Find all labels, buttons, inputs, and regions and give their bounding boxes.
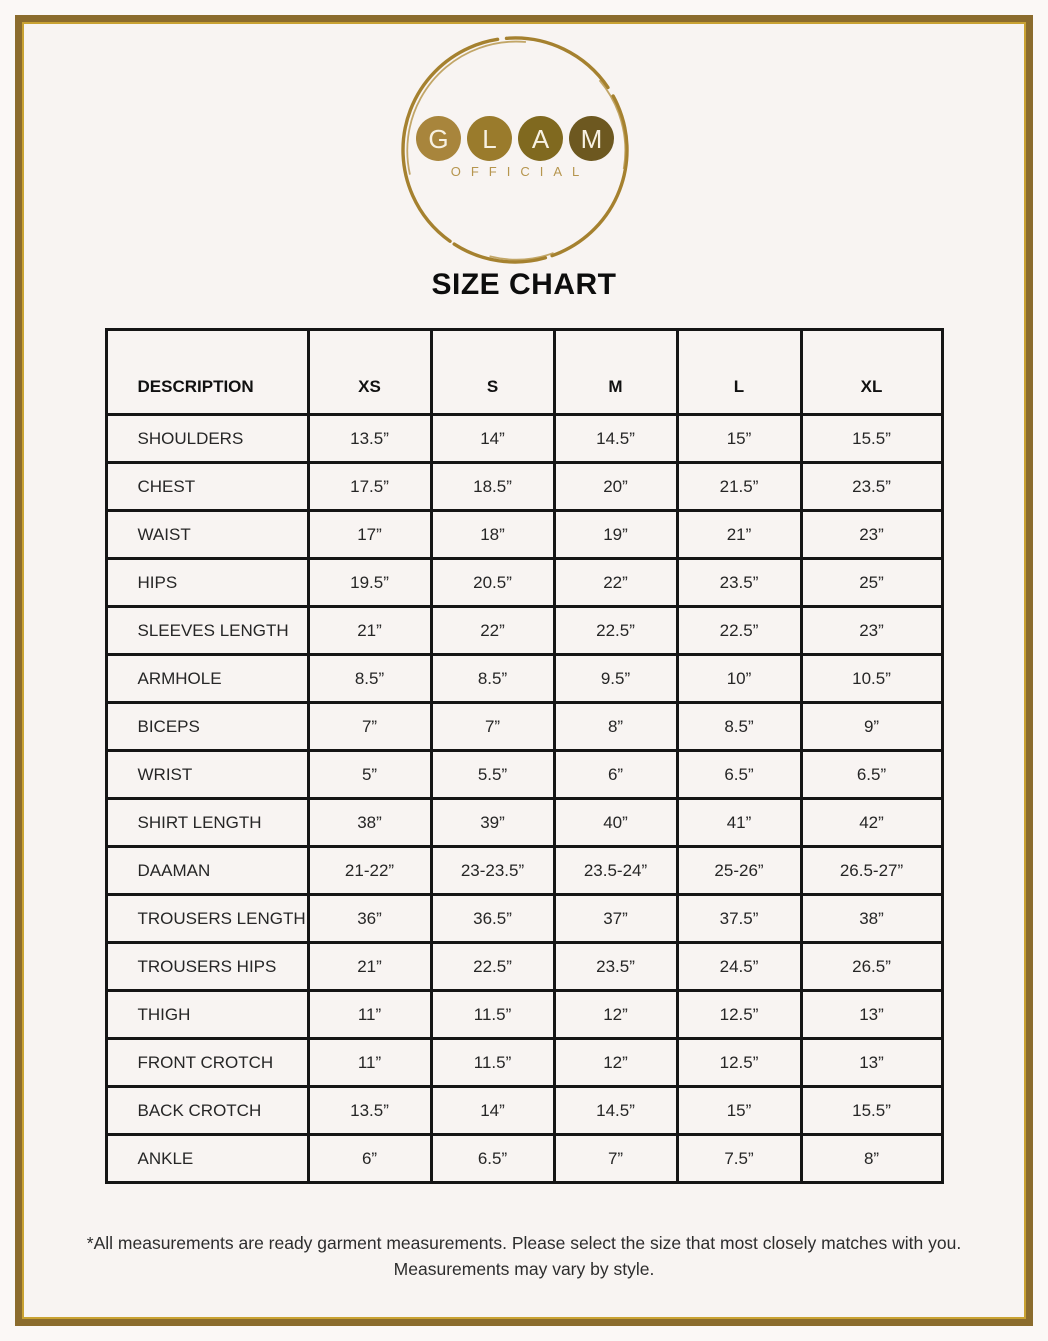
footer-note [22,1230,1026,1282]
size-table [105,328,944,1184]
measurement-cell: 15.5” [801,1087,942,1135]
measurement-cell: 38” [308,799,431,847]
measurement-cell: 22.5” [554,607,677,655]
measurement-cell: 8” [801,1135,942,1183]
column-header-description: DESCRIPTION [106,330,308,415]
measurement-cell: 23.5” [554,943,677,991]
logo-letter-m: M [580,123,603,154]
measurement-cell: 15” [677,415,801,463]
table-row [106,1087,942,1135]
logo-letter-l: L [482,123,497,154]
measurement-cell: 8.5” [431,655,554,703]
table-row [106,463,942,511]
table-row [106,1135,942,1183]
table-row [106,703,942,751]
table-row [106,943,942,991]
measurement-cell: 26.5-27” [801,847,942,895]
size-table-body [106,415,942,1183]
measurement-cell: 12.5” [677,991,801,1039]
table-row [106,511,942,559]
logo-letter-circle-a [518,116,563,161]
measurement-cell: 11.5” [431,1039,554,1087]
table-row [106,1039,942,1087]
row-label: TROUSERS LENGTH [106,895,308,943]
logo-letter-circle-g [416,116,461,161]
footer-note-line1: *All measurements are ready garment measurements. Please select the size that most closely matches with you. [86,1233,962,1253]
measurement-cell: 19” [554,511,677,559]
table-row [106,751,942,799]
measurement-cell: 14” [431,415,554,463]
page-title: SIZE CHART [431,268,617,301]
measurement-cell: 23.5” [801,463,942,511]
measurement-cell: 41” [677,799,801,847]
measurement-cell: 21” [308,943,431,991]
table-row [106,559,942,607]
measurement-cell: 23-23.5” [431,847,554,895]
row-label: TROUSERS HIPS [106,943,308,991]
measurement-cell: 38” [801,895,942,943]
measurement-cell: 22” [431,607,554,655]
row-label: WAIST [106,511,308,559]
row-label: SHOULDERS [106,415,308,463]
measurement-cell: 10.5” [801,655,942,703]
measurement-cell: 40” [554,799,677,847]
measurement-cell: 22” [554,559,677,607]
measurement-cell: 8” [554,703,677,751]
measurement-cell: 7” [554,1135,677,1183]
measurement-cell: 12” [554,991,677,1039]
measurement-cell: 36” [308,895,431,943]
measurement-cell: 37” [554,895,677,943]
measurement-cell: 21-22” [308,847,431,895]
table-row [106,655,942,703]
logo-letter-circle-l [467,116,512,161]
measurement-cell: 6” [554,751,677,799]
measurement-cell: 11.5” [431,991,554,1039]
measurement-cell: 18.5” [431,463,554,511]
measurement-cell: 21” [677,511,801,559]
row-label: BACK CROTCH [106,1087,308,1135]
measurement-cell: 22.5” [677,607,801,655]
measurement-cell: 23.5” [677,559,801,607]
measurement-cell: 18” [431,511,554,559]
measurement-cell: 15.5” [801,415,942,463]
measurement-cell: 42” [801,799,942,847]
measurement-cell: 23” [801,607,942,655]
measurement-cell: 21.5” [677,463,801,511]
measurement-cell: 8.5” [308,655,431,703]
measurement-cell: 22.5” [431,943,554,991]
measurement-cell: 25” [801,559,942,607]
measurement-cell: 17.5” [308,463,431,511]
row-label: BICEPS [106,703,308,751]
measurement-cell: 20” [554,463,677,511]
measurement-cell: 6.5” [431,1135,554,1183]
decorative-frame [15,15,1033,1326]
measurement-cell: 9” [801,703,942,751]
column-header-size: XS [308,330,431,415]
measurement-cell: 8.5” [677,703,801,751]
measurement-cell: 19.5” [308,559,431,607]
measurement-cell: 25-26” [677,847,801,895]
column-header-size: M [554,330,677,415]
row-label: SLEEVES LENGTH [106,607,308,655]
measurement-cell: 24.5” [677,943,801,991]
brand-logo [390,34,640,266]
measurement-cell: 39” [431,799,554,847]
measurement-cell: 6.5” [801,751,942,799]
measurement-cell: 7” [308,703,431,751]
measurement-cell: 12” [554,1039,677,1087]
measurement-cell: 10” [677,655,801,703]
measurement-cell: 13” [801,991,942,1039]
column-header-size: XL [801,330,942,415]
measurement-cell: 7.5” [677,1135,801,1183]
table-row [106,991,942,1039]
measurement-cell: 14.5” [554,1087,677,1135]
row-label: ANKLE [106,1135,308,1183]
table-row [106,847,942,895]
measurement-cell: 11” [308,1039,431,1087]
table-row [106,895,942,943]
measurement-cell: 23” [801,511,942,559]
measurement-cell: 37.5” [677,895,801,943]
measurement-cell: 26.5” [801,943,942,991]
footer-note-line2: Measurements may vary by style. [393,1259,655,1279]
measurement-cell: 11” [308,991,431,1039]
measurement-cell: 7” [431,703,554,751]
size-table-header-row [106,330,942,415]
column-header-size: S [431,330,554,415]
measurement-cell: 36.5” [431,895,554,943]
row-label: DAAMAN [106,847,308,895]
logo-letter-a: A [531,123,550,154]
measurement-cell: 14” [431,1087,554,1135]
measurement-cell: 13.5” [308,415,431,463]
measurement-cell: 5” [308,751,431,799]
measurement-cell: 20.5” [431,559,554,607]
measurement-cell: 15” [677,1087,801,1135]
row-label: FRONT CROTCH [106,1039,308,1087]
column-header-size: L [677,330,801,415]
row-label: CHEST [106,463,308,511]
row-label: SHIRT LENGTH [106,799,308,847]
measurement-cell: 6.5” [677,751,801,799]
logo-letters [390,116,640,161]
table-row [106,607,942,655]
measurement-cell: 13” [801,1039,942,1087]
measurement-cell: 21” [308,607,431,655]
measurement-cell: 17” [308,511,431,559]
measurement-cell: 23.5-24” [554,847,677,895]
measurement-cell: 13.5” [308,1087,431,1135]
row-label: THIGH [106,991,308,1039]
table-row [106,799,942,847]
logo-subtitle: OFFICIAL [450,164,590,179]
logo-letter-circle-m [569,116,614,161]
logo-letter-g: G [428,123,449,154]
measurement-cell: 5.5” [431,751,554,799]
table-row [106,415,942,463]
measurement-cell: 12.5” [677,1039,801,1087]
row-label: ARMHOLE [106,655,308,703]
measurement-cell: 6” [308,1135,431,1183]
row-label: HIPS [106,559,308,607]
row-label: WRIST [106,751,308,799]
measurement-cell: 14.5” [554,415,677,463]
measurement-cell: 9.5” [554,655,677,703]
